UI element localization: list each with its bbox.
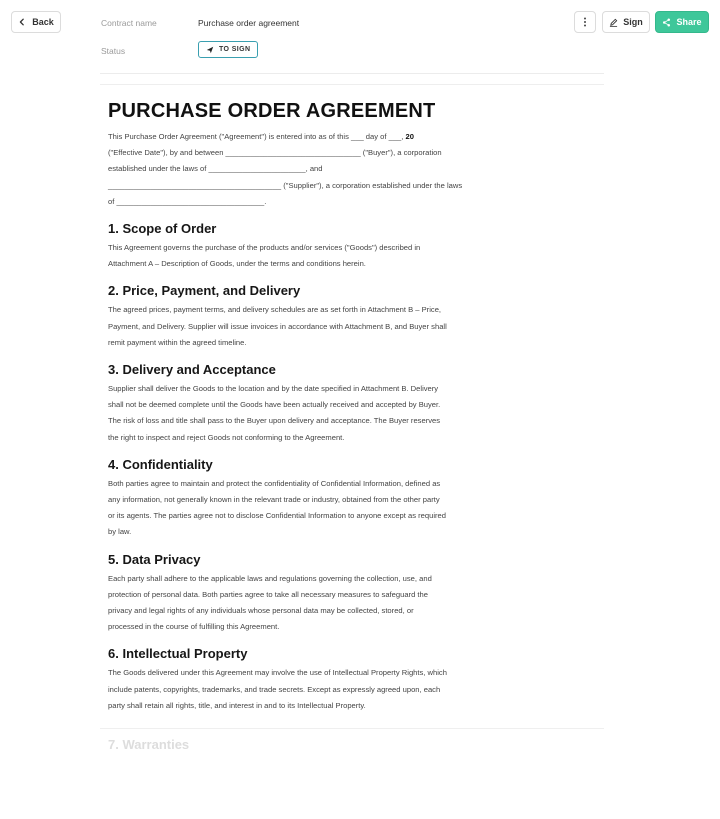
sign-button-label: Sign — [623, 17, 643, 27]
section-line: The risk of loss and title shall pass to the Buyer upon delivery and acceptance. The Buyer reserves — [108, 416, 441, 426]
section-heading-faded: 7. Warranties — [108, 737, 190, 752]
intro-line: ("Effective Date"), by and between ________________________________ ("Buyer"), a corporation — [108, 148, 442, 158]
section-line: any information, not generally known in the relevant trade or industry, obtained from the other party — [108, 495, 440, 505]
section-line: or its agents. The parties agree not to disclose Confidential Information to anyone except as required — [108, 511, 446, 521]
section-line: shall not be deemed complete until the Goods have been actually received and accepted by Buyer. — [108, 400, 441, 410]
more-vertical-icon — [583, 17, 587, 27]
intro-line-text: This Purchase Order Agreement ("Agreement") is entered into as of this ___ day of ___, — [108, 132, 404, 141]
section-paragraph — [108, 476, 548, 541]
section-line: include patents, copyrights, trademarks, and trade secrets. Except as expressly agreed upon, each — [108, 684, 441, 694]
section-line: privacy and legal rights of any individuals whose personal data may be collected, stored, or — [108, 606, 414, 616]
contract-name-value: Purchase order agreement — [198, 18, 300, 28]
section-line: remit payment within the agreed timeline. — [108, 337, 247, 347]
intro-paragraph — [108, 129, 548, 210]
intro-line: established under the laws of _______________________, and — [108, 164, 323, 174]
intro-year: 20 — [405, 132, 414, 141]
share-icon — [662, 18, 671, 27]
section-heading: 4. Confidentiality — [108, 456, 213, 472]
sections-container — [108, 220, 548, 714]
section-paragraph — [108, 571, 548, 636]
sign-button[interactable] — [602, 11, 650, 33]
section-paragraph — [108, 302, 548, 351]
section-line: The agreed prices, payment terms, and delivery schedules are as set forth in Attachment B – Price, — [108, 305, 442, 315]
section-line: protection of personal data. Both parties agree to take all necessary measures to safeguard the — [108, 589, 428, 599]
intro-line: of ___________________________________. — [108, 196, 267, 206]
status-label: Status — [101, 46, 126, 56]
document-viewport[interactable] — [100, 84, 604, 729]
section-line: Each party shall adhere to the applicable laws and regulations governing the collection, use, and — [108, 573, 432, 583]
status-badge — [198, 41, 258, 58]
intro-line: _________________________________________ ("Supplier"), a corporation established under the laws — [108, 180, 463, 190]
contract-header — [0, 0, 720, 74]
section-heading: 6. Intellectual Property — [108, 646, 248, 662]
back-button[interactable] — [11, 11, 61, 33]
contract-document — [108, 99, 548, 714]
section-paragraph — [108, 381, 548, 446]
back-button-label: Back — [32, 17, 54, 27]
pen-icon — [609, 18, 618, 27]
section-line: the right to inspect and reject Goods not conforming to the Agreement. — [108, 432, 345, 442]
section-line: Both parties agree to maintain and protect the confidentiality of Confidential Information, defined as — [108, 478, 441, 488]
document-title: PURCHASE ORDER AGREEMENT — [108, 100, 436, 122]
section-line: processed in the course of fulfilling this Agreement. — [108, 622, 280, 632]
section-heading: 3. Delivery and Acceptance — [108, 362, 276, 378]
share-button-label: Share — [676, 17, 702, 27]
section-line: This Agreement governs the purchase of the products and/or services ("Goods") described in — [108, 243, 421, 253]
section-paragraph — [108, 240, 548, 272]
section-line: by law. — [108, 527, 132, 537]
intro-line — [108, 129, 548, 145]
section-line: party shall retain all rights, title, and interest in and to its Intellectual Property. — [108, 700, 366, 710]
section-heading: 2. Price, Payment, and Delivery — [108, 283, 301, 299]
section-line: The Goods delivered under this Agreement may involve the use of Intellectual Property Rights, which — [108, 668, 447, 678]
section-line: Supplier shall deliver the Goods to the location and by the date specified in Attachment B. Delivery — [108, 384, 439, 394]
section-line: Payment, and Delivery. Supplier will issue invoices in accordance with Attachment B, and Buyer shall — [108, 321, 447, 331]
contract-name-label: Contract name — [101, 18, 157, 28]
section-heading: 1. Scope of Order — [108, 221, 217, 237]
header-divider — [100, 73, 604, 74]
status-badge-label: TO SIGN — [219, 46, 251, 53]
section-line: Attachment A – Description of Goods, under the terms and conditions herein. — [108, 259, 366, 269]
section-paragraph — [108, 665, 548, 714]
chevron-left-icon — [18, 18, 26, 26]
section-heading: 5. Data Privacy — [108, 551, 201, 567]
share-button[interactable] — [655, 11, 709, 33]
more-options-button[interactable] — [574, 11, 596, 33]
send-icon — [206, 46, 214, 54]
